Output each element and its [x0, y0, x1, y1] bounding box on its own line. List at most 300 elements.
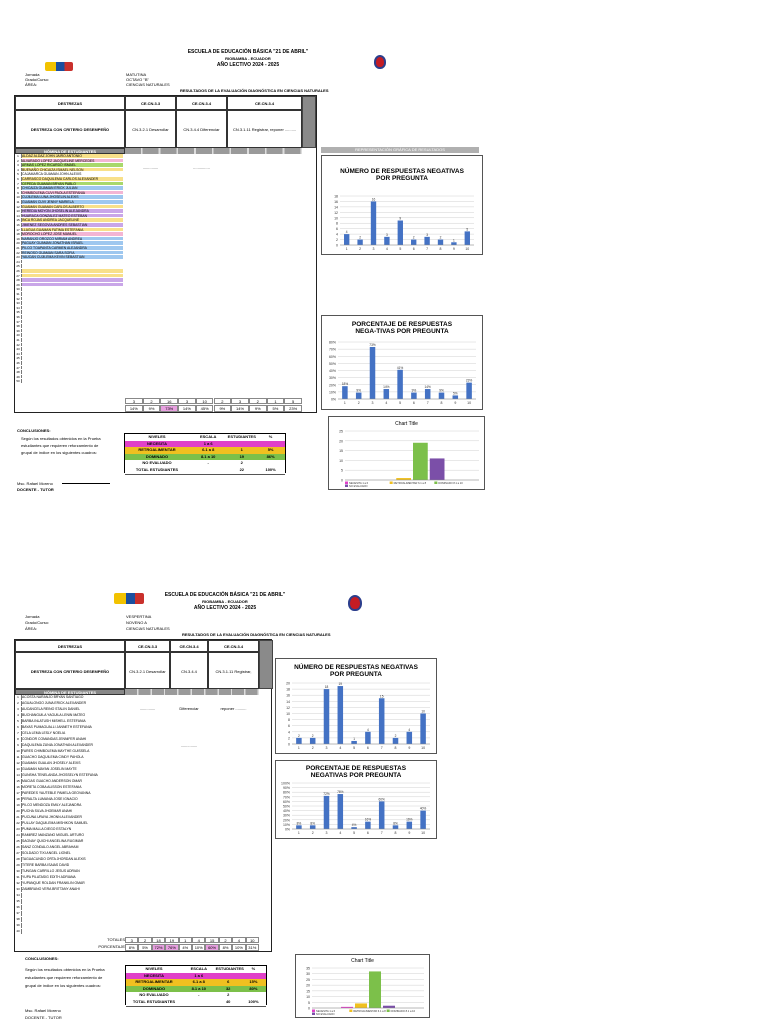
- levels-cell: 15%: [249, 979, 258, 985]
- student-name: CHICAIZA GUAMAN ERICK JULIAN: [22, 186, 123, 190]
- percent-cell: 72%: [152, 944, 165, 951]
- row-number: 26: [15, 845, 22, 850]
- conclusion-line-3: grupal de índice en los siguientes cuadros:: [25, 983, 101, 988]
- student-name: CONDOR COMANDAS JENNIFER ANAHI: [22, 737, 123, 742]
- y-tick-label: 18: [286, 687, 290, 692]
- total-cell: 3: [125, 937, 138, 943]
- levels-cell: 100%: [265, 467, 276, 472]
- school-title: ESCUELA DE EDUCACIÓN BÁSICA "21 DE ABRIL": [164, 592, 286, 598]
- percent-cell: 31%: [246, 944, 259, 951]
- legend-swatch: [349, 1010, 352, 1013]
- chart-title: PORCENTAJE DE RESPUESTAS NEGATIVAS POR PREGUNTA: [305, 765, 407, 779]
- student-name: ZAMBRANO VERA BRITTANY ANAHI: [22, 887, 123, 892]
- student-name: [22, 278, 123, 282]
- row-number: 12: [15, 761, 22, 766]
- row-number: 6: [15, 725, 22, 730]
- student-name: CAJAMARCA GUAMAN JOHN ALEXIS: [22, 172, 123, 176]
- data-label: 2: [359, 235, 361, 240]
- levels-cell: -: [207, 460, 209, 466]
- row-number: 46: [15, 361, 22, 365]
- y-tick-label: 14: [334, 205, 338, 210]
- student-name: CARRASCO DAQUILEMA CARLOS ALEXANDER: [22, 177, 123, 181]
- row-number: 45: [15, 356, 22, 360]
- results-title: RESULTADOS DE LA EVALUACIÓN DIAGNÓSTICA EN CIENCIAS NATURALES: [182, 632, 331, 637]
- levels-cell: 2: [240, 460, 243, 466]
- row-number: 49: [15, 375, 22, 379]
- value-jornada: MATUTINA: [126, 72, 147, 77]
- y-tick-label: 10%: [282, 822, 290, 827]
- bar-chart-svg: [278, 779, 434, 838]
- percent-cell: 45%: [196, 405, 214, 412]
- levels-cell: 1 a 6: [194, 972, 204, 978]
- bar: [342, 386, 348, 399]
- levels-cell: 8.1 a 10: [200, 453, 216, 459]
- student-name: BUENAÑO CHICAIZA ISMAEL NELSON: [22, 168, 123, 172]
- y-tick-label: 0: [288, 742, 290, 747]
- x-tick-label: 9: [408, 746, 411, 750]
- row-number: 11: [15, 755, 22, 760]
- header-criterio: DESTREZA CON CRITERIO DESEMPEÑO: [15, 110, 125, 148]
- x-tick-label: 4: [385, 247, 388, 251]
- levels-cell: 22: [239, 467, 245, 472]
- levels-cell: NO EVALUADO: [139, 992, 169, 998]
- student-name: [22, 343, 123, 347]
- y-tick-label: 40%: [282, 809, 290, 814]
- bar: [383, 1006, 395, 1008]
- levels-cell: [256, 460, 285, 467]
- levels-cell: 86%: [266, 453, 275, 459]
- row-number: 47: [15, 366, 22, 370]
- total-cell: 5: [284, 398, 302, 404]
- total-cell: 3: [125, 398, 143, 404]
- row-number: 36: [15, 905, 22, 910]
- levels-table: [125, 965, 267, 1005]
- bar: [439, 393, 445, 399]
- x-tick-label: 3: [325, 746, 328, 750]
- bar: [424, 237, 429, 245]
- levels-cell: 32: [225, 985, 231, 991]
- row-number: 10: [15, 195, 22, 199]
- levels-cell: TOTAL ESTUDIANTES: [135, 467, 179, 472]
- row-number: 8: [15, 737, 22, 742]
- x-tick-label: 5: [353, 831, 356, 835]
- row-number: 25: [15, 839, 22, 844]
- y-tick-label: 10%: [328, 390, 336, 395]
- value-grado: OCTAVO "B": [126, 77, 149, 82]
- y-tick-label: 20%: [282, 818, 290, 823]
- y-tick-label: 30%: [282, 813, 290, 818]
- total-cell: 1: [267, 398, 285, 404]
- levels-cell: NECESITA: [144, 972, 164, 978]
- label-area: ÁREA:: [25, 82, 38, 87]
- totals-row: [125, 398, 315, 404]
- y-tick-label: 10: [306, 995, 310, 1000]
- total-cell: 18: [152, 937, 165, 943]
- bar: [310, 738, 316, 744]
- student-name: [22, 361, 123, 365]
- bar: [398, 221, 403, 246]
- data-label: 9%: [356, 388, 362, 393]
- y-tick-label: 8: [288, 718, 290, 723]
- levels-cell: NIVELES: [148, 434, 166, 439]
- student-name: ARMAS LOPEZ RICARDO ISMAEL: [22, 163, 123, 167]
- row-number: 30: [15, 287, 22, 291]
- x-tick-label: 7: [380, 746, 383, 750]
- data-label: 15: [379, 694, 384, 699]
- y-tick-label: 60%: [328, 354, 336, 359]
- student-name: GUAMAN GUAMAN CARLOS ALBERTO: [22, 205, 123, 209]
- student-name: [22, 297, 123, 301]
- data-label: 3: [426, 232, 428, 237]
- x-tick-label: 3: [372, 247, 375, 251]
- row-number: 24: [15, 833, 22, 838]
- row-number: 36: [15, 315, 22, 319]
- charts-band: REPRESENTACIÓN GRÁFICA DE RESULTADOS: [321, 147, 479, 153]
- row-number: 44: [15, 352, 22, 356]
- conclusion-line-1: Según los resultados obtenidos en la Prueba: [25, 967, 105, 972]
- y-tick-label: 0: [308, 1006, 310, 1011]
- school-year: AÑO LECTIVO 2024 - 2025: [193, 605, 257, 611]
- student-name: PILCO MENDOZA EMILY ALEJANDRA: [22, 803, 123, 808]
- student-name: CUJILEMA LUNA JHOSELIN ALEXIS: [22, 195, 123, 199]
- x-tick-label: 3: [325, 831, 328, 835]
- levels-cell: NECESITA: [147, 440, 167, 446]
- label-jornada: Jornada: [25, 614, 40, 619]
- row-number: 39: [15, 923, 22, 928]
- school-title: ESCUELA DE EDUCACIÓN BÁSICA "21 DE ABRIL": [187, 49, 309, 55]
- row-number: 34: [15, 306, 22, 310]
- x-tick-label: 5: [353, 746, 356, 750]
- row-number: 1: [15, 695, 22, 700]
- percent-cell: 23%: [284, 405, 302, 412]
- levels-cell: 8.1 a 10: [191, 985, 207, 991]
- total-cell: 2: [214, 398, 232, 404]
- student-name: CELA LEMA LESLY NOELIA: [22, 731, 123, 736]
- row-number: 40: [15, 929, 22, 934]
- levels-table: [124, 433, 286, 473]
- bar: [397, 370, 403, 399]
- bar-chart-svg: [331, 427, 483, 489]
- x-tick-label: 10: [421, 746, 426, 750]
- student-name: [22, 375, 123, 379]
- row-number: 7: [15, 731, 22, 736]
- percent-cell: 73%: [160, 405, 178, 412]
- y-tick-label: 80%: [282, 790, 290, 795]
- data-label: 2: [394, 733, 397, 738]
- student-name: YUPANQUE ROLDAN FRANKLIN OMAR: [22, 881, 123, 886]
- row-number: 7: [15, 182, 22, 186]
- row-number: 34: [15, 893, 22, 898]
- data-label: 9%: [411, 388, 417, 393]
- conclusion-line-2: estudiantes que requieren reforzamiento de: [21, 443, 99, 448]
- legend-label: NO EVALUADO: [349, 485, 368, 488]
- results-table: [14, 95, 317, 413]
- results-title: RESULTADOS DE LA EVALUACIÓN DIAGNÓSTICA EN CIENCIAS NATURALES: [180, 88, 329, 93]
- value-jornada: VESPERTINA: [126, 614, 152, 619]
- row-number: 14: [15, 773, 22, 778]
- student-name: [22, 310, 123, 314]
- row-number: 6: [15, 177, 22, 181]
- data-label: 18: [324, 685, 329, 690]
- student-name: INCA ROJAS ANDREA JACQUELINE: [22, 218, 123, 222]
- student-name: DAQUILEMA ZUNIA JONATHAN ALEXANDER: [22, 743, 123, 748]
- data-label: 10: [421, 709, 425, 714]
- student-name: PULLAY DAQUILEMA MISHIKON SAMUEL: [22, 821, 123, 826]
- chart-levels-2: [295, 954, 430, 1018]
- totals-row: [125, 937, 259, 943]
- y-tick-label: 5: [341, 468, 343, 473]
- conclusion-line-3: grupal de índice en los siguientes cuadros:: [21, 450, 97, 455]
- percent-label: PORCENTAJE: [98, 944, 125, 949]
- student-name: [22, 274, 123, 278]
- conclusions-label: CONCLUSIONES:: [25, 956, 59, 961]
- student-name: TAGUACUNDO ORTA JHORDAN ALEXIS: [22, 857, 123, 862]
- chart-negative-percent-1: [321, 315, 483, 410]
- data-label: 23%: [465, 378, 473, 383]
- bar: [310, 825, 316, 829]
- bar: [324, 796, 330, 829]
- row-number: 9: [15, 191, 22, 195]
- row-number: 28: [15, 278, 22, 282]
- y-tick-label: 18: [334, 194, 338, 199]
- x-tick-label: 4: [339, 831, 342, 835]
- x-tick-label: 6: [366, 746, 369, 750]
- y-tick-label: 6: [336, 227, 338, 232]
- row-number: 20: [15, 241, 22, 245]
- row-number: 13: [15, 767, 22, 772]
- bar: [371, 201, 376, 245]
- percent-cell: 5%: [267, 405, 285, 412]
- teacher-name: Msc. Rafael Moreno: [25, 1008, 61, 1013]
- percent-cell: 76%: [165, 944, 178, 951]
- x-tick-label: 9: [454, 401, 457, 405]
- x-tick-label: 9: [452, 247, 455, 251]
- levels-row: [125, 467, 285, 475]
- y-tick-label: 6: [288, 724, 290, 729]
- bar: [420, 811, 426, 829]
- conclusion-line-2: estudiantes que requieren reforzamiento de: [25, 975, 103, 980]
- data-label: 19: [338, 682, 343, 687]
- x-tick-label: 6: [412, 401, 415, 405]
- student-name: [22, 347, 123, 351]
- student-name: [22, 911, 123, 916]
- row-number: 17: [15, 228, 22, 232]
- levels-cell: DOMINADO: [142, 985, 166, 991]
- header-destrezas: DESTREZAS: [15, 640, 125, 652]
- y-tick-label: 70%: [282, 795, 290, 800]
- row-number: 2: [15, 159, 22, 163]
- row-number: 38: [15, 917, 22, 922]
- bar: [365, 822, 371, 829]
- student-name: MORETA COBA ALISSON ESTEFANIA: [22, 785, 123, 790]
- data-label: 72%: [323, 791, 330, 796]
- data-label: 76%: [337, 790, 344, 795]
- x-tick-label: 2: [311, 746, 314, 750]
- bar: [466, 383, 472, 399]
- student-name: LLAGUA GUAMAN FATIMA ESTEFANIA: [22, 228, 123, 232]
- row-number: 31: [15, 875, 22, 880]
- row-number: 5: [15, 719, 22, 724]
- percent-cell: 9%: [143, 405, 161, 412]
- student-name: TITERE BARBA ISAIAS DAVID: [22, 863, 123, 868]
- row-number: 27: [15, 851, 22, 856]
- data-label: 9%: [439, 388, 444, 393]
- bar: [338, 686, 344, 744]
- bar-chart-svg: [298, 964, 428, 1017]
- student-name: [22, 315, 123, 319]
- row-number: 16: [15, 785, 22, 790]
- bar: [338, 794, 344, 829]
- legend-swatch: [345, 482, 348, 485]
- legend-swatch: [345, 485, 348, 488]
- levels-cell: [182, 999, 216, 1006]
- school-location: RIOBAMBA - ECUADOR: [202, 599, 248, 604]
- school-year: AÑO LECTIVO 2024 - 2025: [216, 62, 280, 68]
- teacher-role: DOCENTE - TUTOR: [17, 487, 54, 492]
- student-name: GUACHO DAQUILEMA CINDY PAHOLA: [22, 755, 123, 760]
- legend-swatch: [312, 1013, 315, 1016]
- levels-cell: 19: [239, 453, 245, 459]
- bar: [453, 395, 459, 399]
- label-grado: Grado/Curso:: [25, 620, 50, 625]
- total-cell: 16: [160, 398, 178, 404]
- row-number: 42: [15, 343, 22, 347]
- row-number: 10: [15, 749, 22, 754]
- bar: [411, 240, 416, 245]
- results-table: [14, 639, 272, 952]
- student-name: [22, 260, 123, 264]
- row-number: 22: [15, 251, 22, 255]
- data-label: 5: [466, 227, 469, 232]
- report-sheet-2: [0, 512, 768, 1024]
- student-rows: [15, 695, 271, 935]
- row-number: 12: [15, 205, 22, 209]
- levels-cell: TOTAL ESTUDIANTES: [132, 999, 176, 1004]
- data-label: 2: [412, 235, 415, 240]
- row-number: 29: [15, 283, 22, 287]
- student-name: [22, 301, 123, 305]
- value-area: CIENCIAS NATURALES: [126, 82, 170, 87]
- percent-cell: 4%: [179, 944, 192, 951]
- chart-title: Chart Title: [351, 958, 374, 964]
- total-cell: 3: [231, 398, 249, 404]
- table-side-label: [302, 96, 316, 148]
- student-name: [22, 370, 123, 374]
- student-name: [22, 379, 123, 383]
- levels-cell: RETROALIMENTAR: [135, 979, 173, 985]
- x-tick-label: 8: [394, 746, 397, 750]
- levels-cell: ESCALA: [199, 434, 217, 439]
- y-tick-label: 30: [306, 972, 310, 977]
- student-name: BUCHANGUILA YAGUILA LENIN MATEO: [22, 713, 123, 718]
- student-name: GUAMAN GUALAN JHOSELY ALEXIS: [22, 761, 123, 766]
- legend-label: RETROALIMENTAR 6.1 a 8: [353, 1010, 386, 1013]
- percent-cell: 8%: [219, 944, 232, 951]
- row-number: 28: [15, 857, 22, 862]
- y-tick-label: 20%: [328, 383, 336, 388]
- data-label: 16: [371, 197, 376, 202]
- header-destreza-1: CN.3.2.1 Desarrollar ..............: [125, 110, 176, 148]
- row-number: 19: [15, 237, 22, 241]
- conclusions-label: CONCLUSIONES:: [17, 428, 51, 433]
- ministry-logo: [114, 593, 144, 604]
- row-number: 32: [15, 881, 22, 886]
- header-destreza-2: CN.3.4.4 Diferenciar ...............: [170, 652, 208, 689]
- student-name: [22, 329, 123, 333]
- x-tick-label: 7: [380, 831, 383, 835]
- y-tick-label: 40%: [328, 369, 336, 373]
- student-name: PUCUNA URAYA JHONN ALEXANDER: [22, 815, 123, 820]
- total-cell: 10: [246, 937, 259, 943]
- header-destreza-2: CN.3.4.4 Diferenciar ...............: [176, 110, 227, 148]
- x-tick-label: 1: [345, 247, 348, 251]
- y-tick-label: 14: [286, 699, 290, 704]
- student-name: PUCHA SILVA JHOEMAR ANAHI: [22, 809, 123, 814]
- student-name: [22, 923, 123, 928]
- row-number: 3: [15, 707, 22, 712]
- header-criterio: DESTREZA CON CRITERIO DESEMPEÑO: [15, 652, 125, 689]
- student-name: ALDAZ ALDAZ JOHN JAIRO ANTONIO: [22, 154, 123, 158]
- row-number: 22: [15, 821, 22, 826]
- student-name: BARBA INLATUSH MISHELL ESTEFANIA: [22, 719, 123, 724]
- levels-cell: 5%: [267, 447, 274, 453]
- row-number: 5: [15, 172, 22, 176]
- student-name: JIMENEZ SEGOVIA ANDRES SEBASTIAN: [22, 223, 123, 227]
- bar: [369, 971, 381, 1008]
- y-tick-label: 5: [308, 1000, 310, 1005]
- student-name: [22, 324, 123, 328]
- row-number: 14: [15, 214, 22, 218]
- data-label: 18%: [341, 382, 349, 387]
- x-tick-label: 6: [366, 831, 369, 835]
- student-name: [22, 917, 123, 922]
- legend-label: NO EVALUADO: [316, 1013, 335, 1016]
- legend-label: RETROALIMENTAR 6.1 a 8: [393, 482, 427, 485]
- header-ce-2: CE.CN.3.4: [170, 640, 208, 652]
- student-name: ALVARADO LOPEZ JACQUELINE MERCEDES: [22, 159, 123, 163]
- data-label: 3: [386, 232, 388, 237]
- row-number: 15: [15, 779, 22, 784]
- y-tick-label: 10: [339, 458, 343, 463]
- teacher-role: DOCENTE - TUTOR: [25, 1015, 62, 1020]
- student-name: PUMA MALLA DIEGO ESTALYN: [22, 827, 123, 832]
- bar-chart-svg: [324, 338, 480, 408]
- data-label: 1: [453, 238, 455, 243]
- percent-cell: 14%: [231, 405, 249, 412]
- levels-cell: %: [251, 966, 256, 971]
- bar: [413, 443, 428, 480]
- total-cell: 4: [232, 937, 245, 943]
- y-tick-label: 20: [339, 439, 343, 444]
- row-number: 21: [15, 246, 22, 250]
- bar: [393, 738, 399, 744]
- student-name: [22, 366, 123, 370]
- data-label: 9: [399, 216, 402, 221]
- bar: [420, 714, 426, 745]
- student-name: REINOSO GUAMAN SARA SOFIA: [22, 251, 123, 255]
- y-tick-label: 35: [306, 966, 310, 971]
- student-name: [22, 264, 123, 268]
- y-tick-label: 15: [306, 989, 310, 994]
- row-number: 3: [15, 163, 22, 167]
- header-ce-1: CE.CN.3.3: [125, 96, 176, 110]
- row-number: 41: [15, 338, 22, 342]
- row-number: 50: [15, 379, 22, 383]
- x-tick-label: 1: [297, 831, 300, 835]
- student-rows: [15, 154, 316, 384]
- data-label: 16%: [364, 817, 372, 822]
- student-name: GUNSHA TENELANDA JHOSSELYN ESTEFANIA: [22, 773, 123, 778]
